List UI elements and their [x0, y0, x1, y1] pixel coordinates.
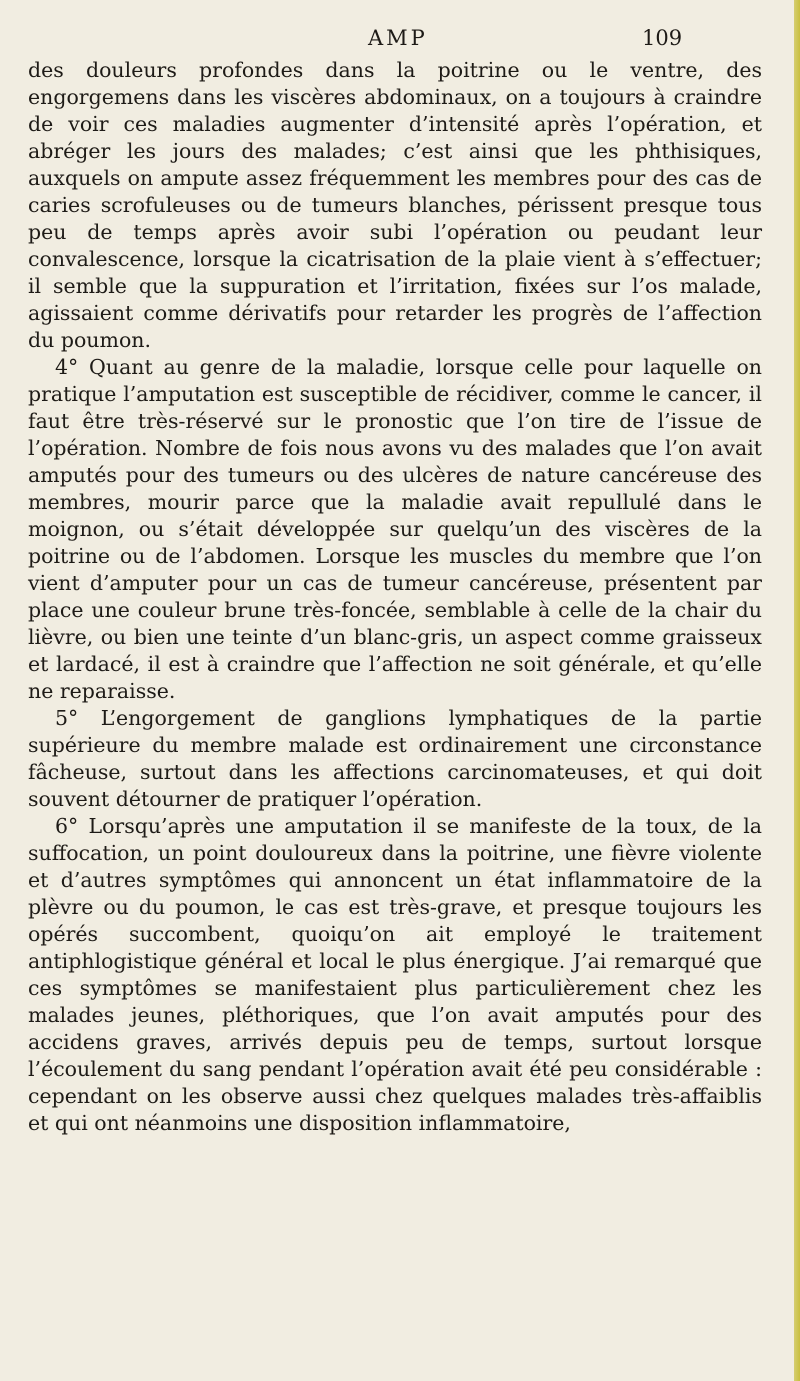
page-header: [0, 26, 800, 56]
body-text: [28, 57, 762, 1137]
running-head: AMP: [368, 26, 428, 50]
paragraph-point-6: 6° Lorsqu’après une amputation il se manifeste de la toux, de la suffocation, un point douloureux dans la poitrine, une fièvre violente et d’autres symptômes qui annoncent un état inflammatoire de la plèvre ou du poumon, le cas est très-grave, et presque toujours les opérés succombent, quoiqu’on ait employé le traitement antiphlogistique général et local le plus énergique. J’ai remarqué que ces symptômes se manifestaient plus particulièrement chez les malades jeunes, pléthoriques, que l’on avait amputés pour des accidens graves, arrivés depuis peu de temps, surtout lorsque l’écoulement du sang pendant l’opération avait été peu considérable : cependant on les observe aussi chez quelques malades très-affaiblis et qui ont néanmoins une disposition inflammatoire,: [28, 814, 762, 1135]
paragraph-point-4: 4° Quant au genre de la maladie, lorsque celle pour laquelle on pratique l’amputation est susceptible de récidiver, comme le cancer, il faut être très-réservé sur le pronostic que l’on tire de l’issue de l’opération. Nombre de fois nous avons vu des malades que l’on avait amputés pour des tumeurs ou des ulcères de nature cancéreuse des membres, mourir parce que la maladie avait repullulé dans le moignon, ou s’était développée sur quelqu’un des viscères de la poitrine ou de l’abdomen. Lorsque les muscles du membre que l’on vient d’amputer pour un cas de tumeur cancéreuse, présentent par place une couleur brune très-foncée, semblable à celle de la chair du lièvre, ou bien une teinte d’un blanc-gris, un aspect comme graisseux et lardacé, il est à craindre que l’affection ne soit générale, et qu’elle ne reparaisse.: [28, 355, 762, 703]
paragraph-continuation: des douleurs profondes dans la poitrine ou le ventre, des engorgemens dans les viscères abdominaux, on a toujours à craindre de voir ces maladies augmenter d’intensité après l’opération, et abréger les jours des malades; c’est ainsi que les phthisiques, auxquels on ampute assez fréquemment les membres pour des cas de caries scrofuleuses ou de tumeurs blanches, périssent presque tous peu de temps après avoir subi l’opération ou peudant leur convalescence, lorsque la cicatrisation de la plaie vient à s’effectuer; il semble que la suppuration et l’irritation, fixées sur l’os malade, agissaient comme dérivatifs pour retarder les progrès de l’affection du poumon.: [28, 58, 762, 352]
page-number: 109: [642, 26, 683, 50]
paragraph-point-5: 5° L’engorgement de ganglions lymphatiques de la partie supérieure du membre malade est ordinairement une circonstance fâcheuse, surtout dans les affections carcinomateuses, et qui doit souvent détourner de pratiquer l’opération.: [28, 706, 762, 811]
page-edge: [794, 0, 800, 1381]
